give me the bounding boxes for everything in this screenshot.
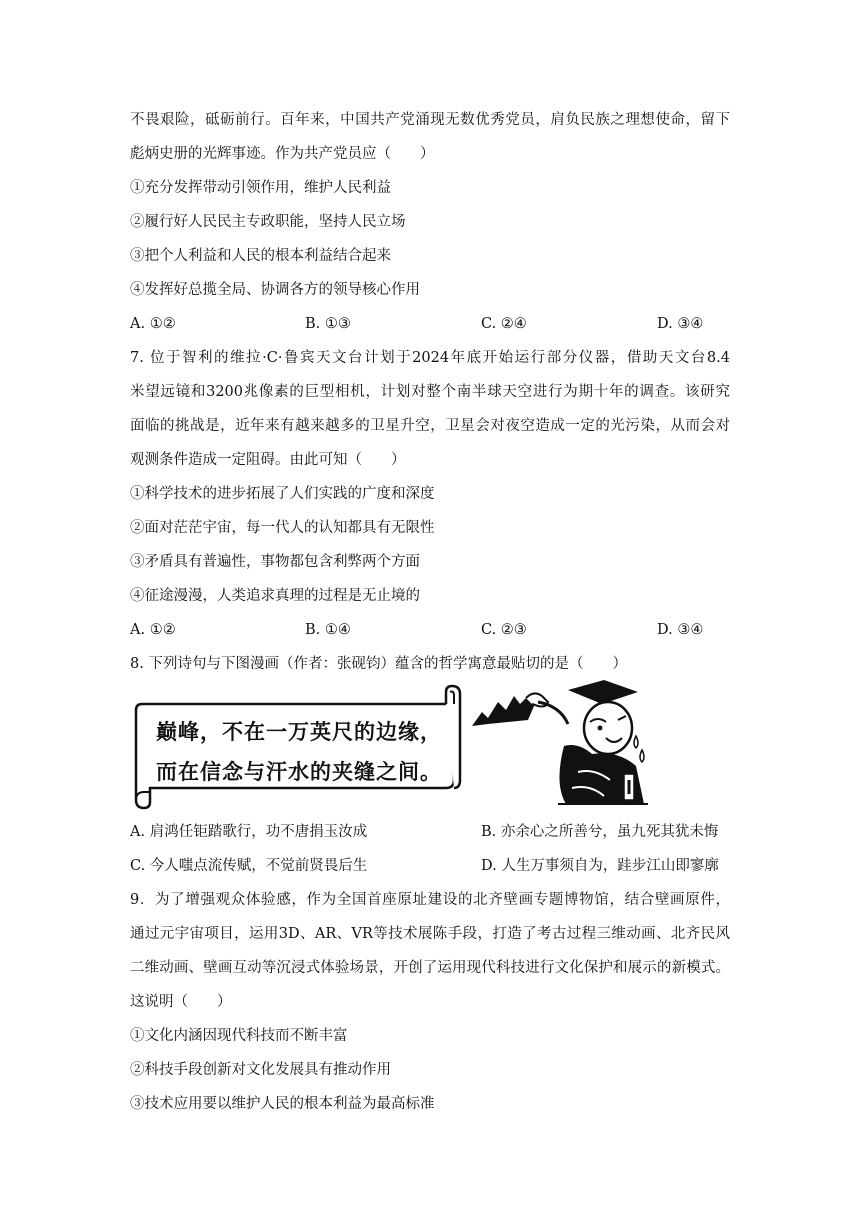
q7-stem-line-3: 面临的挑战是，近年来有越来越多的卫星升空，卫星会对夜空造成一定的光污染，从而会对 <box>130 418 730 434</box>
q7-option-b: B. ①④ <box>305 622 351 638</box>
poem-line-2: 而在信念与汗水的夹缝之间。 <box>156 760 442 784</box>
q6-option-b: B. ①③ <box>305 316 351 332</box>
q9-item-3: ③技术应用要以维护人民的根本利益为最高标准 <box>130 1096 435 1112</box>
q9-item-2: ②科技手段创新对文化发展具有推动作用 <box>130 1062 391 1078</box>
q6-stem-line-2: 彪炳史册的光辉事迹。作为共产党员应（ ） <box>130 146 435 162</box>
q9-item-1: ①文化内涵因现代科技而不断丰富 <box>130 1028 348 1044</box>
q7-item-1: ①科学技术的进步拓展了人们实践的广度和深度 <box>130 486 435 502</box>
q6-option-a: A. ①② <box>130 316 176 332</box>
q7-option-d: D. ③④ <box>657 622 704 638</box>
q7-stem-line-1: 7. 位于智利的维拉·C·鲁宾天文台计划于2024年底开始运行部分仪器，借助天文台8.4 <box>130 350 730 366</box>
q7-item-2: ②面对茫茫宇宙，每一代人的认知都具有无限性 <box>130 520 435 536</box>
q9-stem-line-3: 二维动画、壁画互动等沉浸式体验场景，开创了运用现代科技进行文化保护和展示的新模式。 <box>130 960 730 976</box>
q6-stem-line-1: 不畏艰险，砥砺前行。百年来，中国共产党涌现无数优秀党员，肩负民族之理想使命，留下 <box>130 112 730 128</box>
q7-item-3: ③矛盾具有普遍性，事物都包含利弊两个方面 <box>130 554 420 570</box>
q6-item-1: ①充分发挥带动引领作用，维护人民利益 <box>130 180 391 196</box>
q8-option-d: D. 人生万事须自为，跬步江山即寥廓 <box>481 858 719 874</box>
q7-stem-line-4: 观测条件造成一定阻碍。由此可知（ ） <box>130 452 406 468</box>
poem-scroll-frame <box>128 684 464 812</box>
cartoon-illustration <box>468 676 658 808</box>
q8-option-a: A. 肩鸿任钜踏歌行，功不唐捐玉汝成 <box>130 824 368 840</box>
q9-stem-line-1: 9．为了增强观众体验感，作为全国首座原址建设的北齐壁画专题博物馆，结合壁画原件， <box>130 892 730 908</box>
q7-option-c: C. ②③ <box>481 622 527 638</box>
q6-item-4: ④发挥好总揽全局、协调各方的领导核心作用 <box>130 282 420 298</box>
q7-stem-line-2: 米望远镜和3200兆像素的巨型相机，计划对整个南半球天空进行为期十年的调查。该研究 <box>130 384 730 400</box>
q6-option-c: C. ②④ <box>481 316 527 332</box>
q9-stem-line-4: 这说明（ ） <box>130 994 232 1010</box>
q9-stem-line-2: 通过元宇宙项目，运用3D、AR、VR等技术展陈手段，打造了考古过程三维动画、北齐民风 <box>130 926 730 942</box>
q6-option-d: D. ③④ <box>657 316 704 332</box>
q7-option-a: A. ①② <box>130 622 176 638</box>
q7-item-4: ④征途漫漫，人类追求真理的过程是无止境的 <box>130 588 420 604</box>
q6-item-3: ③把个人利益和人民的根本利益结合起来 <box>130 248 391 264</box>
q8-stem: 8. 下列诗句与下图漫画（作者：张砚钧）蕴含的哲学寓意最贴切的是（ ） <box>130 656 627 672</box>
poem-line-1: 巅峰，不在一万英尺的边缘， <box>156 720 442 744</box>
q8-option-b: B. 亦余心之所善兮，虽九死其犹未悔 <box>481 824 719 840</box>
q6-item-2: ②履行好人民民主专政职能，坚持人民立场 <box>130 214 406 230</box>
q8-option-c: C. 今人嗤点流传赋，不觉前贤畏后生 <box>130 858 368 874</box>
